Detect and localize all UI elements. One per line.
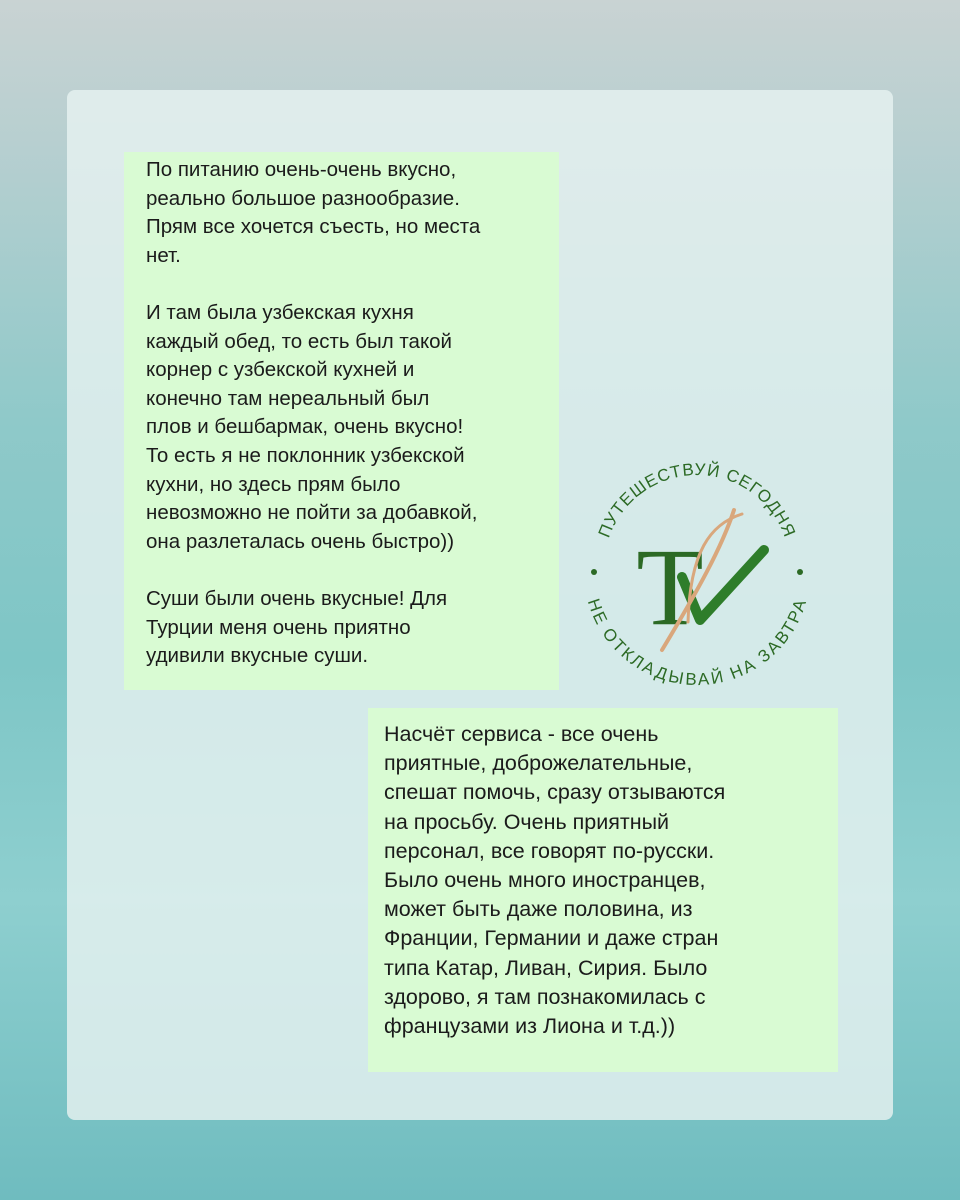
logo-top-text: ПУТЕШЕСТВУЙ СЕГОДНЯ (594, 459, 800, 541)
logo-dot-left (591, 569, 597, 575)
travel-logo (582, 452, 812, 692)
logo-dot-right (797, 569, 803, 575)
logo-monogram: T (636, 526, 704, 648)
chat-message-service: Насчёт сервиса - все очень приятные, доброжелательные, спешат помочь, сразу отзываются на просьбу. Очень приятный персонал, все говорят по-русски. Было очень много иностранцев, может быть даже половина, из Франции, Германии и даже стран типа Катар, Ливан, Сирия. Было здорово, я там познакомилась с французами из Лиона и т.д.)) (368, 708, 838, 1072)
logo-bottom-text: НЕ ОТКЛАДЫВАЙ НА ЗАВТРА (583, 596, 811, 690)
chat-message-food: По питанию очень-очень вкусно, реально большое разнообразие. Прям все хочется съесть, но места нет. И там была узбекская кухня каждый обед, то есть был такой корнер с узбекской кухней и конечно там нереальный был плов и бешбармак, очень вкусно! То есть я не поклонник узбекской кухни, но здесь прям было невозможно не пойти за добавкой, она разлеталась очень быстро)) Суши были очень вкусные! Для Турции меня очень приятно удивили вкусные суши. (124, 152, 559, 690)
